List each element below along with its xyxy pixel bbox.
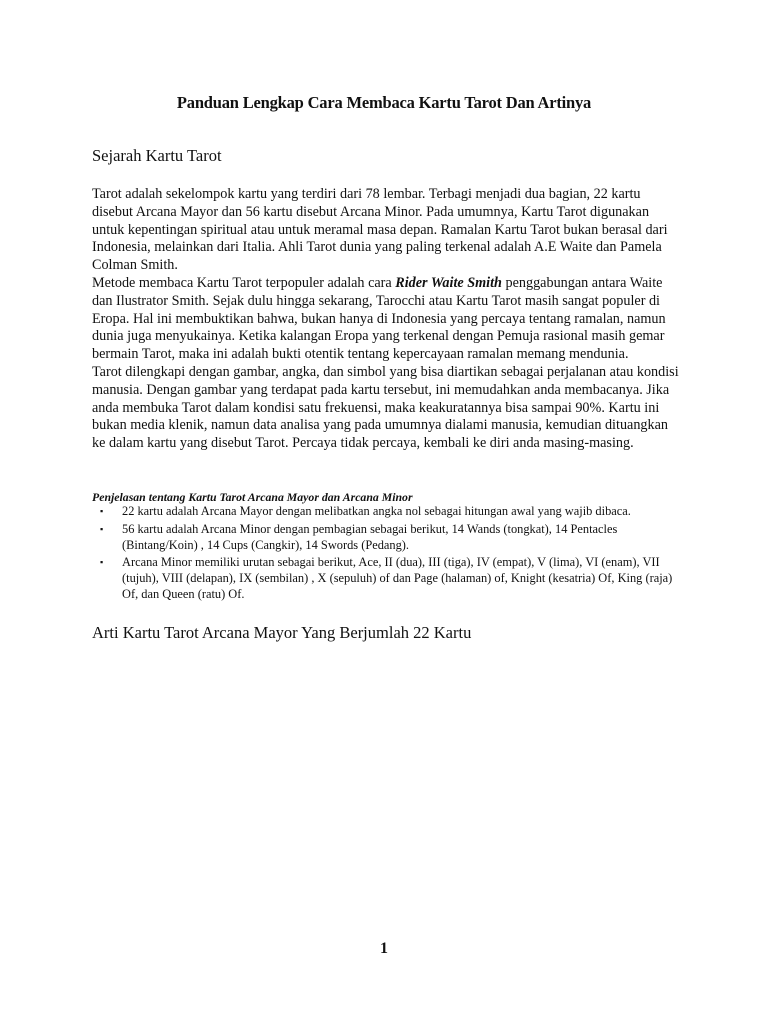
document-title: Panduan Lengkap Cara Membaca Kartu Tarot Dan Artinya — [176, 93, 592, 112]
section-heading-sejarah: Sejarah Kartu Tarot — [92, 146, 222, 165]
page-number: 1 — [380, 940, 388, 957]
paragraph-2 — [92, 275, 680, 364]
paragraph-1: Tarot adalah sekelompok kartu yang terdiri dari 78 lembar. Terbagi menjadi dua bagian, 22 kartu disebut Arcana Mayor dan 56 kartu disebut Arcana Minor. Pada umumnya, Kartu Tarot digunakan untuk kepentingan spiritual atau untuk meramal masa depan. Ramalan Kartu Tarot bukan berasal dari Indonesia, melainkan dari Italia. Ahli Tarot dunia yang paling terkenal adalah A.E Waite dan Pamela Colman Smith. — [92, 186, 668, 274]
bullet-icon: ▪ — [100, 523, 104, 534]
list-item — [92, 555, 682, 602]
paragraph-2-end: penggabungan antara Waite dan Ilustrator Smith. Sejak dulu hingga sekarang, Tarocchi atau Kartu Tarot masih sangat populer di Eropa. Hal ini membuktikan bahwa, bukan hanya di Indonesia yang percaya tentang ramalan, namun dunia juga menyukainya. Ketika kalangan Eropa yang terkenal dengan Pemuja rasional masih gemar bermain Tarot, maka ini adalah bukti otentik tentang kepercayaan ramalan memang mendunia. — [92, 274, 666, 363]
body-text — [92, 186, 680, 453]
bullet-list — [92, 504, 682, 605]
subheading-arcana: Penjelasan tentang Kartu Tarot Arcana Mayor dan Arcana Minor — [92, 490, 413, 504]
list-item — [92, 504, 682, 520]
paragraph-2-start: Metode membaca Kartu Tarot terpopuler adalah cara — [92, 274, 396, 291]
list-item-text: 22 kartu adalah Arcana Mayor dengan melibatkan angka nol sebagai hitungan awal yang wajib dibaca. — [122, 504, 631, 518]
bullet-icon: ▪ — [100, 557, 104, 568]
list-item-text: 56 kartu adalah Arcana Minor dengan pembagian sebagai berikut, 14 Wands (tongkat), 14 Pentacles (Bintang/Koin) , 14 Cups (Cangkir), 14 Swords (Pedang). — [122, 521, 618, 552]
bullet-icon: ▪ — [100, 506, 104, 516]
list-item — [92, 522, 682, 554]
section-heading-arcana-mayor: Arti Kartu Tarot Arcana Mayor Yang Berjumlah 22 Kartu — [92, 623, 472, 642]
emphasis-rider-waite-smith: Rider Waite Smith — [395, 274, 502, 291]
paragraph-3: Tarot dilengkapi dengan gambar, angka, dan simbol yang bisa diartikan sebagai perjalanan atau kondisi manusia. Dengan gambar yang terdapat pada kartu tersebut, ini memudahkan anda membacanya. Jika anda membuka Tarot dalam kondisi satu frekuensi, maka keakuratannya bisa sampai 90%. Kartu ini bukan media klenik, namun data analisa yang pada umumnya dialami manusia, kemudian dituangkan ke dalam kartu yang disebut Tarot. Percaya tidak percaya, kembali ke diri anda masing-masing. — [92, 363, 679, 452]
list-item-text: Arcana Minor memiliki urutan sebagai berikut, Ace, II (dua), III (tiga), IV (empat), V (lima), VI (enam), VII (tujuh), VIII (delapan), IX (sembilan) , X (sepuluh) of dan Page (halaman) of, Knight (kesatria) Of, King (raja) Of, dan Queen (ratu) Of. — [122, 555, 673, 601]
